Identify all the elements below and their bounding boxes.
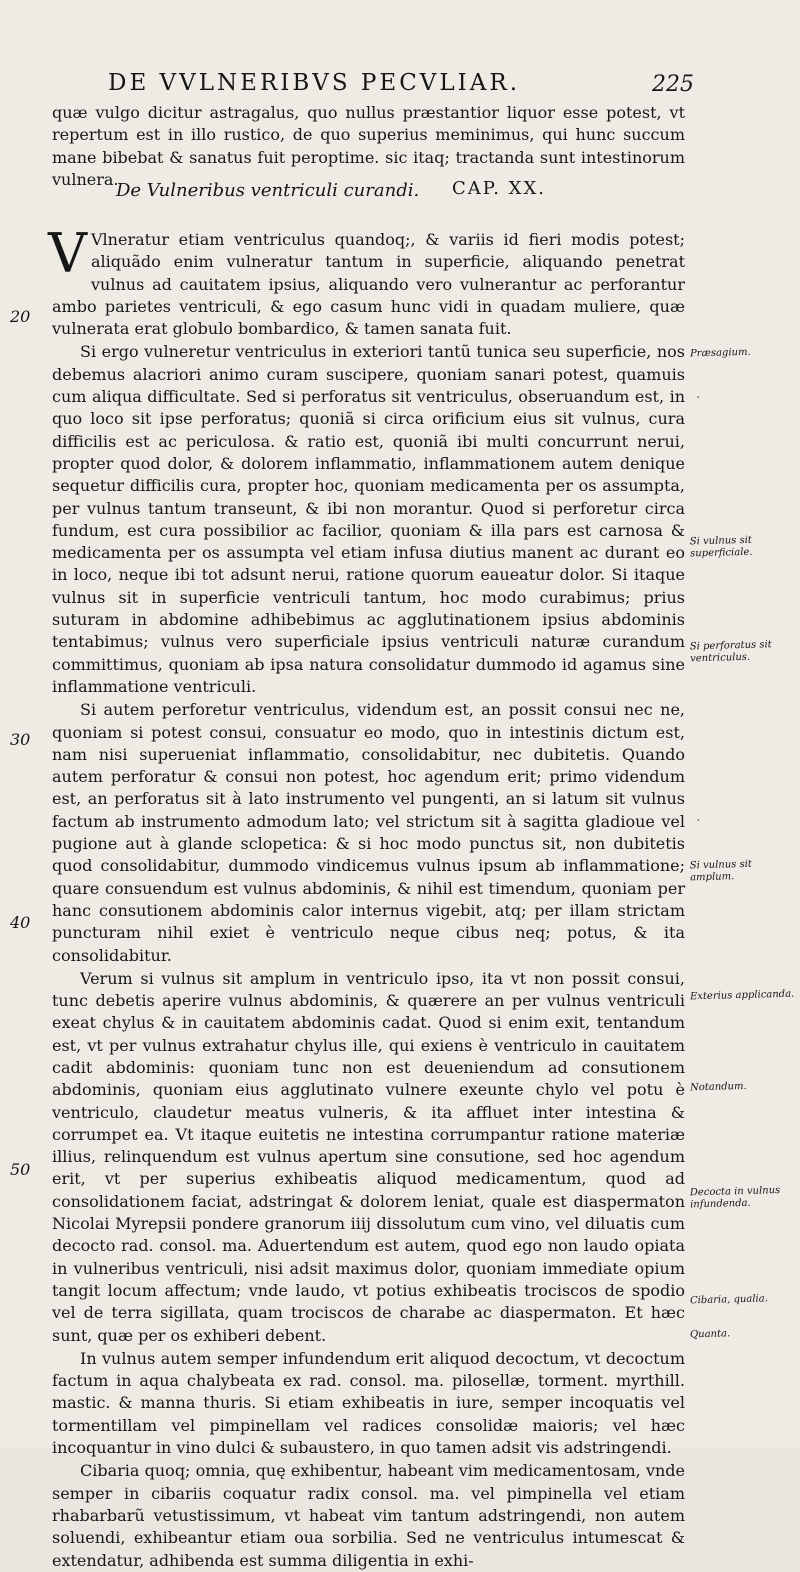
marginal-note: Si perforatus sit ventriculus. — [689, 639, 772, 665]
paragraph: VVlneratur etiam ventriculus quandoq;, & variis id fieri modis potest; aliquãdo enim vulneratur tantum in superficie, aliquando penetrat vulnus ad cauitatem ipsius, aliquando vero vulnerantur ac perforantur ambo parietes ventriculi, & ego casum hunc vidi in quadam muliere, quæ vulnerata erat globulo bombardico, & tamen sanata fuit. — [48, 222, 685, 339]
marginal-note: Cibaria, qualia. — [689, 1293, 768, 1307]
paragraph: Si autem perforetur ventriculus, videndum est, an possit consui nec ne, quoniam si potest consui, consuatur eo modo, quo in intestinis dictum est, nam nisi superueniat inflammatio, consolidabitur, nec dubitetis. Quando autem perforatur & consui non potest, hoc agendum erit; primo videndum est, an perforatus sit à lato instrumento vel pungenti, an si latum sit vulnus factum ab instrumento admodum lato; vel strictum sit à sagitta gladioue vel pugione aut à glande sclopetica: & si hoc modo punctus sit, non dubitetis quod consolidabitur, dummodo vindicemus vulnus ipsum ab inflammatione; quare consuendum est vulnus abdominis, & nihil est timendum, quoniam per hanc consutionem abdominis calor internus vigebit, atq; per illam strictam puncturam nihil exiet è ventriculo neque cibus neq; potus, & ita consolidabitur. — [52, 700, 685, 965]
marginal-note: Si vulnus sit superficiale. — [689, 534, 753, 560]
marginal-note: Præsagium. — [689, 346, 751, 360]
running-head: DE VVLNERIBVS PECVLIAR. — [108, 70, 521, 96]
marginal-note: Quanta. — [689, 1328, 731, 1341]
page-number: 225 — [652, 72, 694, 97]
line-number: 40 — [10, 913, 31, 932]
margin-mark: · — [696, 390, 701, 406]
chapter-body — [48, 222, 685, 1572]
page-header — [56, 70, 694, 102]
marginal-note: Decocta in vulnus infundenda. — [689, 1185, 781, 1211]
line-number: 20 — [10, 307, 31, 326]
line-number: 30 — [10, 730, 31, 749]
line-number: 50 — [10, 1160, 31, 1179]
marginal-note: Si vulnus sit amplum. — [689, 858, 753, 884]
marginal-note: Notandum. — [689, 1080, 747, 1094]
paragraph: Si ergo vulneretur ventriculus in exteriori tantũ tunica seu superficie, nos debemus alacriori animo curam suscipere, quoniam sanari potest, quamuis cum aliqua difficultate. Sed si perforatus sit ventriculus, obseruandum est, in quo loco sit ipse perforatus; quoniã si circa orificium eius sit vulnus, cura difficilis est ac periculosa. & ratio est, quoniã ibi multi concurrunt nerui, propter quod dolor, & dolorem inflammatio, inflammationem autem denique sequetur difficilis cura, propter hoc, quoniam medicamenta per os assumpta, per vulnus tantum transeunt, & ibi non morantur. Quod si perforetur circa fundum, est cura possibilior ac facilior, quoniam & illa pars est carnosa & medicamenta per os assumpta vel etiam infusa diutius manent ac durant eo in loco, neque ibi tot adsunt nerui, ratione quorum eaueatur dolor. Si itaque vulnus sit in superficie ventriculi tantum, hoc modo curabimus; prius suturam in abdomine adhibebimus ac agglutinationem ipsius abdominis tentabimus; vulnus vero superficiale ipsius ventriculi naturæ curandum committimus, quoniam ab ipsa natura consolidatur dummodo id agamus sine inflammatione ventriculi. — [52, 342, 685, 696]
paragraph: In vulnus autem semper infundendum erit aliquod decoctum, vt decoctum factum in aqua chalybeata ex rad. consol. ma. pilosellæ, torment. myrthill. mastic. & manna thuris. Si etiam exhibeatis in iure, semper incoquatis vel tormentillam vel pimpinellam vel radices consolidæ maioris; vel hæc incoquantur in vino dulci & subaustero, in quo tamen adsit vis adstringendi. — [52, 1348, 685, 1458]
chapter-title: De Vulneribus ventriculi curandi. — [116, 180, 420, 201]
paragraph: Cibaria quoq; omnia, quę exhibentur, habeant vim medicamentosam, vnde semper in cibariis coquatur radix consol. ma. vel pimpinella vel etiam rhabarbarũ vetustissimum, vt habeat vim tantum adstringendi, non autem soluendi, exhibeantur etiam oua sorbilia. Sed ne ventriculus intumescat & extendatur, adhibenda est summa diligentia in exhi- — [52, 1461, 685, 1570]
chapter-number: CAP. XX. — [451, 178, 546, 199]
opening-paragraph: quæ vulgo dicitur astragalus, quo nullus præstantior liquor esse potest, vt repertum est in illo rustico, de quo superius meminimus, qui hunc succum mane bibebat & sanatus fuit peroptime. sic itaq; tractanda sunt intestinorum vulnera. — [52, 103, 685, 189]
margin-mark: · — [696, 813, 701, 829]
marginal-note: Exterius applicanda. — [689, 988, 795, 1003]
chapter-heading — [116, 178, 546, 206]
paragraph: Verum si vulnus sit amplum in ventriculo ipso, ita vt non possit consui, tunc debetis aperire vulnus abdominis, & quærere an per vulnus ventriculi exeat chylus & in cauitatem abdominis cadat. Quod si enim exit, tentandum est, vt per vulnus extrahatur chylus ille, qui exiens è ventriculo in cauitatem cadit abdominis: quoniam tunc non est deueniendum ad consutionem abdominis, quoniam eius agglutinato vulnere exeunte chylo vel potu è ventriculo, claudetur meatus vulneris, & ita affluet inter intestina & corrumpet ea. Vt itaque euitetis ne intestina corrumpantur ratione materiæ illius, relinquendum est vulnus apertum sine consutione, sed hoc agendum erit, vt per superius exhibeatis aliquod medicamentum, quod ad consolidationem faciat, adstringat & dolorem leniat, quale est diaspermaton Nicolai Myrepsii pondere granorum iiij dissolutum cum vino, vel diluatis cum decocto rad. consol. ma. Aduertendum est autem, quod ego non laudo opiata in vulneribus ventriculi, nisi adsit maximus dolor, quoniam immediate opium tangit locum affectum; vnde laudo, vt potius exhibeatis trociscos de spodio vel de terra sigillata, quam trociscos de charabe ac diaspermaton. Et hæc sunt, quæ per os exhiberi debent. — [52, 968, 685, 1345]
